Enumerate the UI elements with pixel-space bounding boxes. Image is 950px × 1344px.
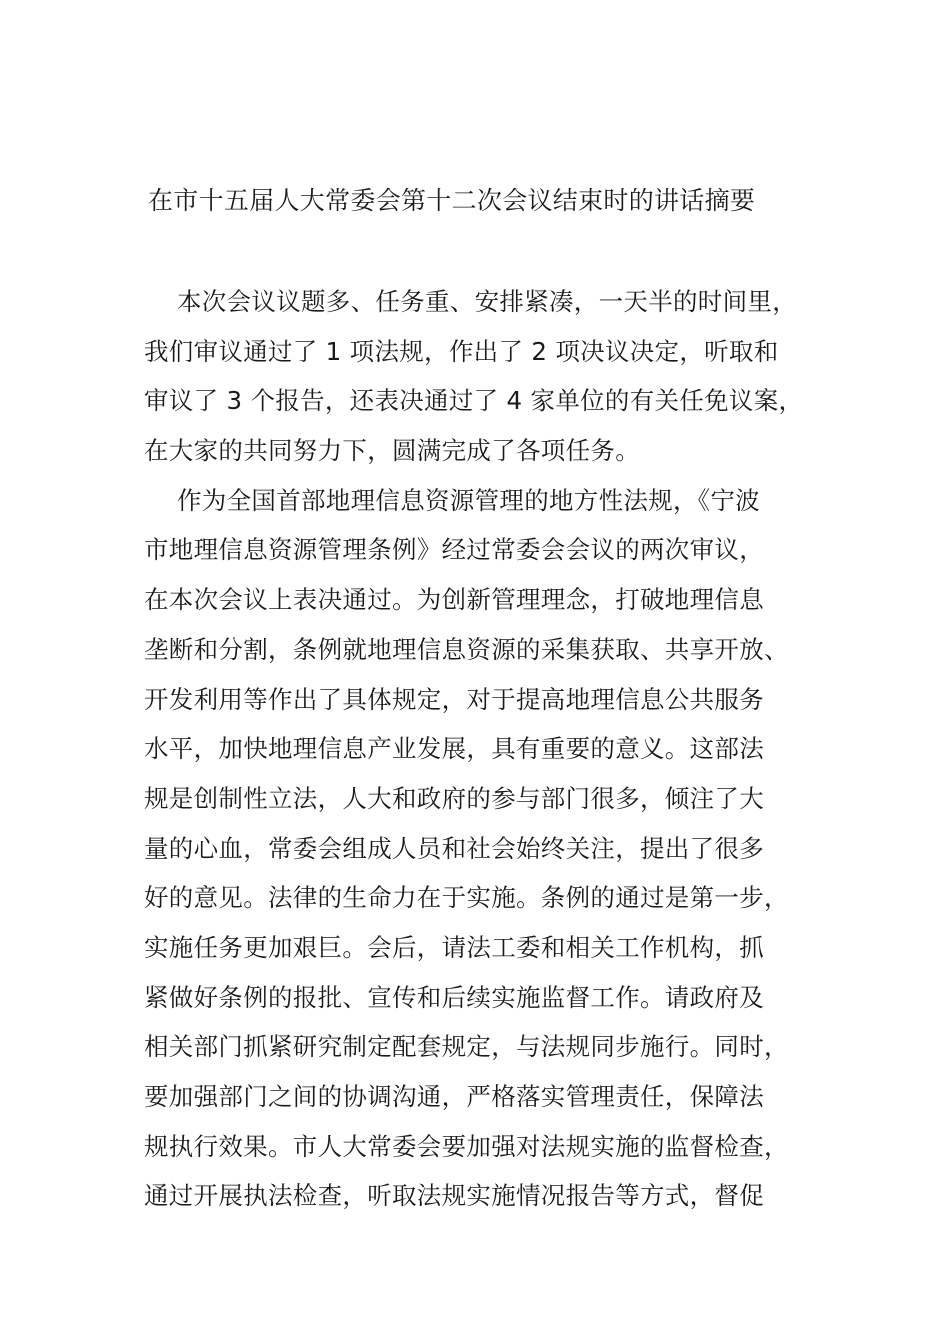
paragraph-1-line-2: 我们审议通过了 1 项法规，作出了 2 项决议决定，听取和 xyxy=(144,336,779,366)
paragraph-2-line-8: 量的心血，常委会组成人员和社会始终关注，提出了很多 xyxy=(144,833,764,863)
paragraph-2-line-7: 规是创制性立法，人大和政府的参与部门很多，倾注了大 xyxy=(144,783,764,813)
paragraph-2-line-6: 水平，加快地理信息产业发展，具有重要的意义。这部法 xyxy=(144,734,764,764)
paragraph-2-line-15: 通过开展执法检查，听取法规实施情况报告等方式，督促 xyxy=(144,1181,764,1211)
document-body xyxy=(144,282,824,1226)
paragraph-2-line-12: 相关部门抓紧研究制定配套规定，与法规同步施行。同时， xyxy=(144,1032,789,1062)
paragraph-2-line-3: 在本次会议上表决通过。为创新管理理念，打破地理信息 xyxy=(144,585,764,615)
paragraph-2-line-1: 作为全国首部地理信息资源管理的地方性法规，《宁波 xyxy=(177,485,760,515)
paragraph-2-line-13: 要加强部门之间的协调沟通，严格落实管理责任，保障法 xyxy=(144,1082,764,1111)
paragraph-2-line-4: 垄断和分割，条例就地理信息资源的采集获取、共享开放、 xyxy=(144,634,789,664)
paragraph-1-line-1: 本次会议议题多、任务重、安排紧凑，一天半的时间里， xyxy=(177,287,797,316)
paragraph-1-line-4: 在大家的共同努力下，圆满完成了各项任务。 xyxy=(144,436,640,466)
paragraph-2-line-11: 紧做好条例的报批、宣传和后续实施监督工作。请政府及 xyxy=(144,982,764,1012)
paragraph-2-line-10: 实施任务更加艰巨。会后，请法工委和相关工作机构，抓 xyxy=(144,932,764,962)
paragraph-2-line-2: 市地理信息资源管理条例》经过常委会会议的两次审议， xyxy=(144,535,764,565)
paragraph-2-line-5: 开发利用等作出了具体规定，对于提高地理信息公共服务 xyxy=(144,684,764,714)
paragraph-2-line-14: 规执行效果。市人大常委会要加强对法规实施的监督检查， xyxy=(144,1131,789,1161)
document-title: 在市十五届人大常委会第十二次会议结束时的讲话摘要 xyxy=(148,186,756,215)
paragraph-1-line-3: 审议了 3 个报告，还表决通过了 4 家单位的有关任免议案， xyxy=(144,386,804,416)
paragraph-2-line-9: 好的意见。法律的生命力在于实施。条例的通过是第一步， xyxy=(144,883,789,913)
